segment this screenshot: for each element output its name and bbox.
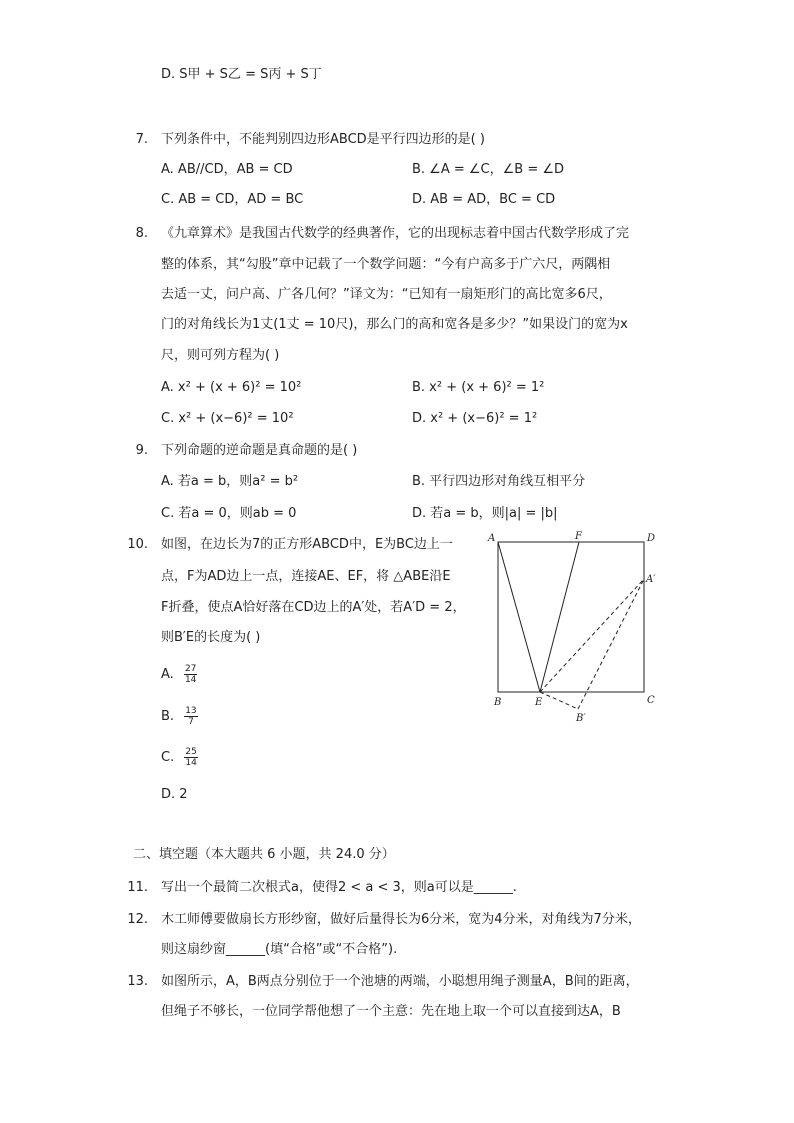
q10-line-3: F折叠，使点A恰好落在CD边上的A′处，若A′D = 2， [161,600,466,615]
q6-option-d: D. S甲 + S乙 = S丙 + S丁 [161,67,322,82]
q10-figure [480,526,670,726]
q7-number: 7. [135,132,148,147]
q8-option-c: C. x² + (x−6)² = 10² [161,411,294,426]
label-f: F [575,531,582,542]
q8-line-5: 尺，则可列方程为( ) [161,348,280,363]
q7-option-c: C. AB = CD，AD = BC [161,192,304,207]
q9-option-b: B. 平行四边形对角线互相平分 [412,474,586,489]
square-abcd [498,542,644,692]
q10-option-c-numerator: 25 [185,747,197,757]
q13-line-1: 如图所示，A，B两点分别位于一个池塘的两端，小聪想用绳子测量A，B间的距离， [161,974,639,989]
q9-option-d: D. 若a = b，则|a| = |b| [412,506,558,521]
q9-option-c: C. 若a = 0，则ab = 0 [161,506,297,521]
q13-line-2: 但绳子不够长，一位同学帮他想了一个主意：先在地上取一个可以直接到达A，B [161,1004,621,1019]
q7-option-b: B. ∠A = ∠C，∠B = ∠D [412,162,565,177]
q13-number: 13. [127,974,148,989]
q10-option-d: D. 2 [161,787,188,802]
q8-line-4: 门的对角线长为1丈(1丈 = 10尺)，那么门的高和宽各是多少？”如果设门的宽为x [161,317,628,332]
section-fill-blank-title: 二、填空题（本大题共 6 小题，共 24.0 分） [133,847,395,862]
label-d: D [647,533,656,544]
q10-line-2: 点，F为AD边上一点，连接AE、EF，将 △ABE沿E [161,569,451,584]
q8-number: 8. [135,226,148,241]
q10-line-1: 如图，在边长为7的正方形ABCD中，E为BC边上一 [161,537,453,552]
q10-option-c-label: C. [161,750,175,765]
q10-option-a-fraction [184,664,197,685]
q11-text: 写出一个最简二次根式a，使得2 < a < 3，则a可以是______. [161,880,517,895]
q8-option-b: B. x² + (x + 6)² = 1² [412,380,545,395]
q12-number: 12. [127,912,148,927]
q10-option-a-label: A. [161,667,174,682]
label-b: B [494,697,502,708]
label-a-prime: A′ [646,574,656,585]
q7-stem: 下列条件中，不能判别四边形ABCD是平行四边形的是( ) [161,132,485,147]
q9-stem: 下列命题的逆命题是真命题的是( ) [161,443,358,458]
q10-option-a [161,664,197,685]
segment-eb1 [540,692,578,709]
q10-number: 10. [127,537,148,552]
segment-ae [498,542,540,692]
q8-line-3: 去适一丈，问户高、广各几何？”译文为：“已知有一扇矩形门的高比宽多6尺， [161,287,612,302]
q8-option-d: D. x² + (x−6)² = 1² [412,411,538,426]
q12-line-2: 则这扇纱窗______(填“合格”或“不合格”). [161,942,398,957]
label-c: C [647,695,655,706]
q7-option-d: D. AB = AD，BC = CD [412,192,556,207]
q10-option-a-denominator: 14 [184,675,197,685]
q10-option-c-denominator: 14 [185,758,197,768]
q10-option-b-denominator: 7 [188,717,194,727]
label-e: E [535,697,543,708]
q9-number: 9. [135,443,148,458]
q8-line-1: 《九章算术》是我国古代数学的经典著作，它的出现标志着中国古代数学形成了完 [161,226,630,241]
segment-ea1 [540,579,644,692]
segment-b1a1 [578,579,644,709]
q10-option-b [161,706,198,727]
q10-option-a-numerator: 27 [184,664,197,674]
q10-line-4: 则B′E的长度为( ) [161,630,261,645]
q8-option-a: A. x² + (x + 6)² = 10² [161,380,302,395]
q7-option-a: A. AB//CD，AB = CD [161,162,293,177]
q8-line-2: 整的体系，其“勾股”章中记载了一个数学问题：“今有户高多于广六尺，两隅相 [161,257,611,272]
q9-option-a: A. 若a = b，则a² = b² [161,474,299,489]
label-a: A [488,533,496,544]
q10-option-c-fraction [184,747,197,768]
q10-option-b-fraction [184,706,197,727]
segment-ef [540,542,579,692]
q10-option-b-numerator: 13 [185,706,197,716]
label-b-prime: B′ [576,713,586,724]
q11-number: 11. [127,880,148,895]
q12-line-1: 木工师傅要做扇长方形纱窗，做好后量得长为6分米，宽为4分米，对角线为7分米， [161,912,641,927]
q10-option-b-label: B. [161,709,175,724]
q10-option-c [161,747,198,768]
